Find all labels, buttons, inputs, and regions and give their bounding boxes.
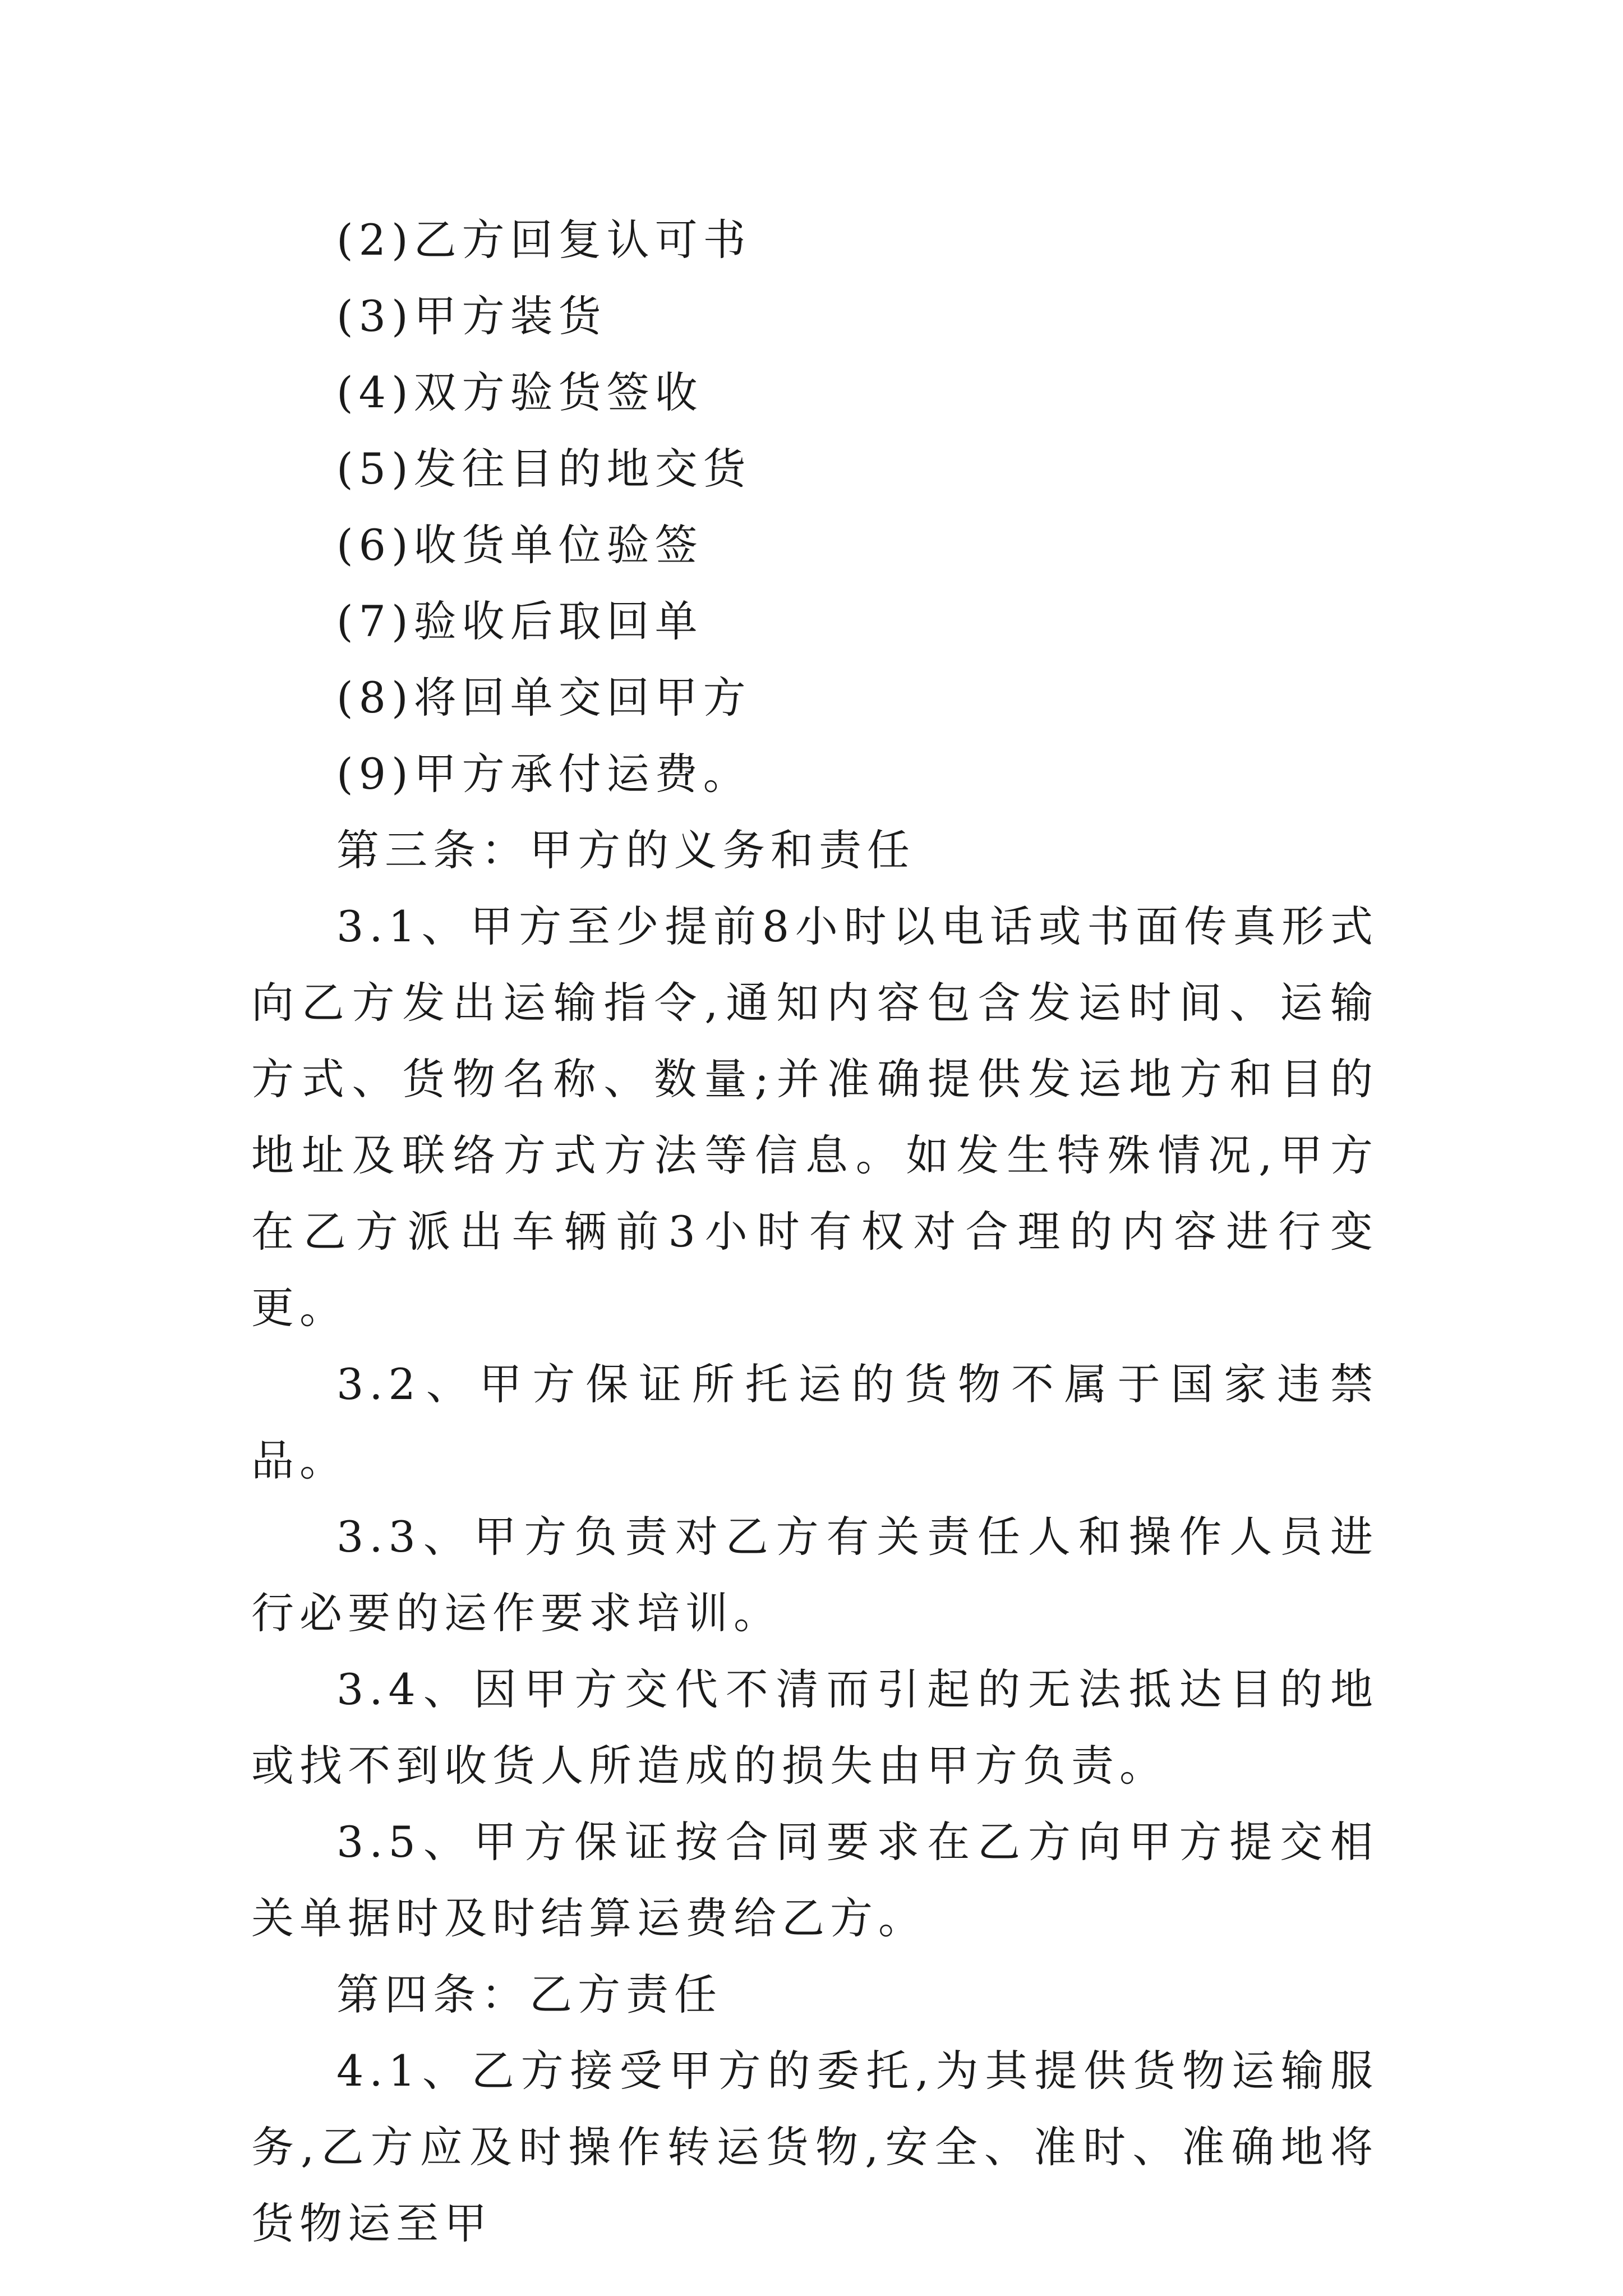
- clause-3-1: 3.1、甲方至少提前8小时以电话或书面传真形式向乙方发出运输指令,通知内容包含发运时间、运输方式、货物名称、数量;并准确提供发运地方和目的地址及联络方式方法等信息。如发生特殊情况,甲方在乙方派出车辆前3小时有权对合理的内容进行变更。: [251, 901, 1378, 1333]
- clause-3-4: 3.4、因甲方交代不清而引起的无法抵达目的地或找不到收货人所造成的损失由甲方负责。: [251, 1664, 1378, 1791]
- clause-4-1: 4.1、乙方接受甲方的委托,为其提供货物运输服务,乙方应及时操作转运货物,安全、准时、准确地将货物运至甲: [251, 2046, 1378, 2248]
- clause-3-5: 3.5、甲方保证按合同要求在乙方向甲方提交相关单据时及时结算运费给乙方。: [251, 1817, 1378, 1943]
- step-item: (7)验收后取回单: [336, 596, 703, 646]
- step-item: (6)收货单位验签: [336, 520, 703, 570]
- clause-3-2: 3.2、甲方保证所托运的货物不属于国家违禁品。: [251, 1359, 1378, 1485]
- step-item: (9)甲方承付运费。: [336, 749, 751, 799]
- clause-3-3: 3.3、甲方负责对乙方有关责任人和操作人员进行必要的运作要求培训。: [251, 1512, 1378, 1638]
- step-item: (4)双方验货签收: [336, 367, 703, 417]
- article-3-heading: 第三条：甲方的义务和责任: [336, 825, 915, 875]
- step-item: (8)将回单交回甲方: [336, 673, 751, 723]
- step-item: (3)甲方装货: [336, 291, 607, 341]
- article-4-heading: 第四条：乙方责任: [336, 1970, 722, 2019]
- contract-body: [251, 202, 1378, 2262]
- step-item: (2)乙方回复认可书: [336, 215, 751, 265]
- step-item: (5)发往目的地交货: [336, 444, 751, 494]
